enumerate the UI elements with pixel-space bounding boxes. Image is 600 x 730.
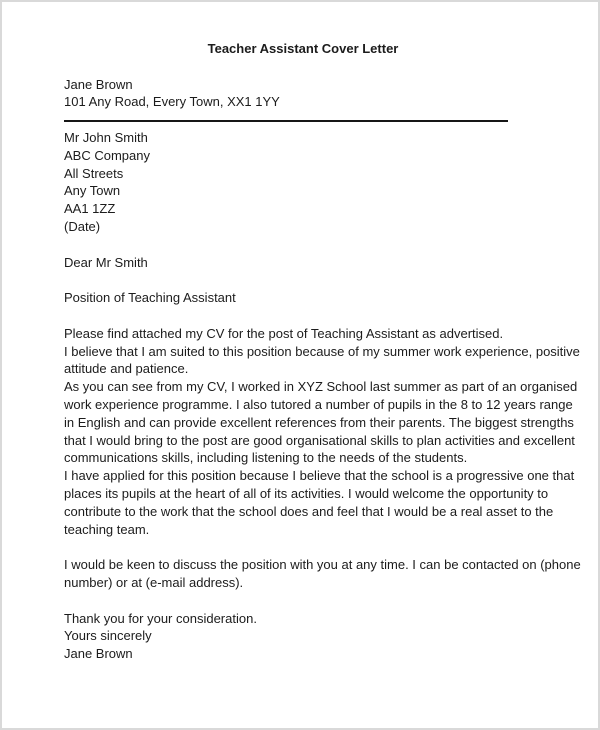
date-placeholder-line: (Date) [64, 218, 101, 234]
closing-signoff: Yours sincerely [64, 628, 152, 644]
recipient-line: ABC Company [64, 147, 150, 163]
spacer-line [64, 271, 542, 289]
body-line: attitude and patience. [64, 361, 189, 377]
body-line: As you can see from my CV, I worked in XYZ School last summer as part of an organised [64, 379, 578, 395]
body-line: in English and can provide excellent references from their parents. The biggest strengths [64, 414, 574, 430]
recipient-line: All Streets [64, 165, 124, 181]
body-line: number) or at (e-mail address). [64, 574, 244, 590]
body-line: places its pupils at the heart of all of its activities. I would welcome the opportunity to [64, 485, 549, 501]
spacer-line [64, 307, 542, 325]
body-line: contribute to the work that the school does and feel that I would be a real asset to the [64, 503, 554, 519]
salutation: Dear Mr Smith [64, 254, 148, 270]
spacer-line [64, 592, 542, 610]
body-line: I believe that I am suited to this position because of my summer work experience, positive [64, 343, 580, 359]
spacer-line [64, 236, 542, 254]
body-line: that I would bring to the post are good organisational skills to plan activities and excellent [64, 432, 575, 448]
body-line: Please find attached my CV for the post of Teaching Assistant as advertised. [64, 325, 504, 341]
divider-line [64, 111, 542, 129]
body-line: I would be keen to discuss the position with you at any time. I can be contacted on (phone [64, 557, 581, 573]
divider-rule [64, 120, 508, 122]
spacer-line [64, 538, 542, 556]
recipient-line: AA1 1ZZ [64, 201, 116, 217]
sender-name: Jane Brown [64, 76, 133, 92]
body-line: teaching team. [64, 521, 150, 537]
body-line: communications skills, including listening to the needs of the students. [64, 450, 468, 466]
letter-title: Teacher Assistant Cover Letter [207, 41, 399, 56]
signature: Jane Brown [64, 646, 133, 662]
sender-address: 101 Any Road, Every Town, XX1 1YY [64, 94, 280, 110]
body-line: work experience programme. I also tutored a number of pupils in the 8 to 12 years range [64, 396, 573, 412]
spacer-line [64, 58, 542, 76]
subject-line: Position of Teaching Assistant [64, 290, 236, 306]
letter-content [64, 40, 581, 663]
recipient-line: Mr John Smith [64, 129, 148, 145]
body-line: I have applied for this position because I believe that the school is a progressive one that [64, 468, 575, 484]
closing-thanks: Thank you for your consideration. [64, 610, 257, 626]
recipient-line: Any Town [64, 183, 121, 199]
